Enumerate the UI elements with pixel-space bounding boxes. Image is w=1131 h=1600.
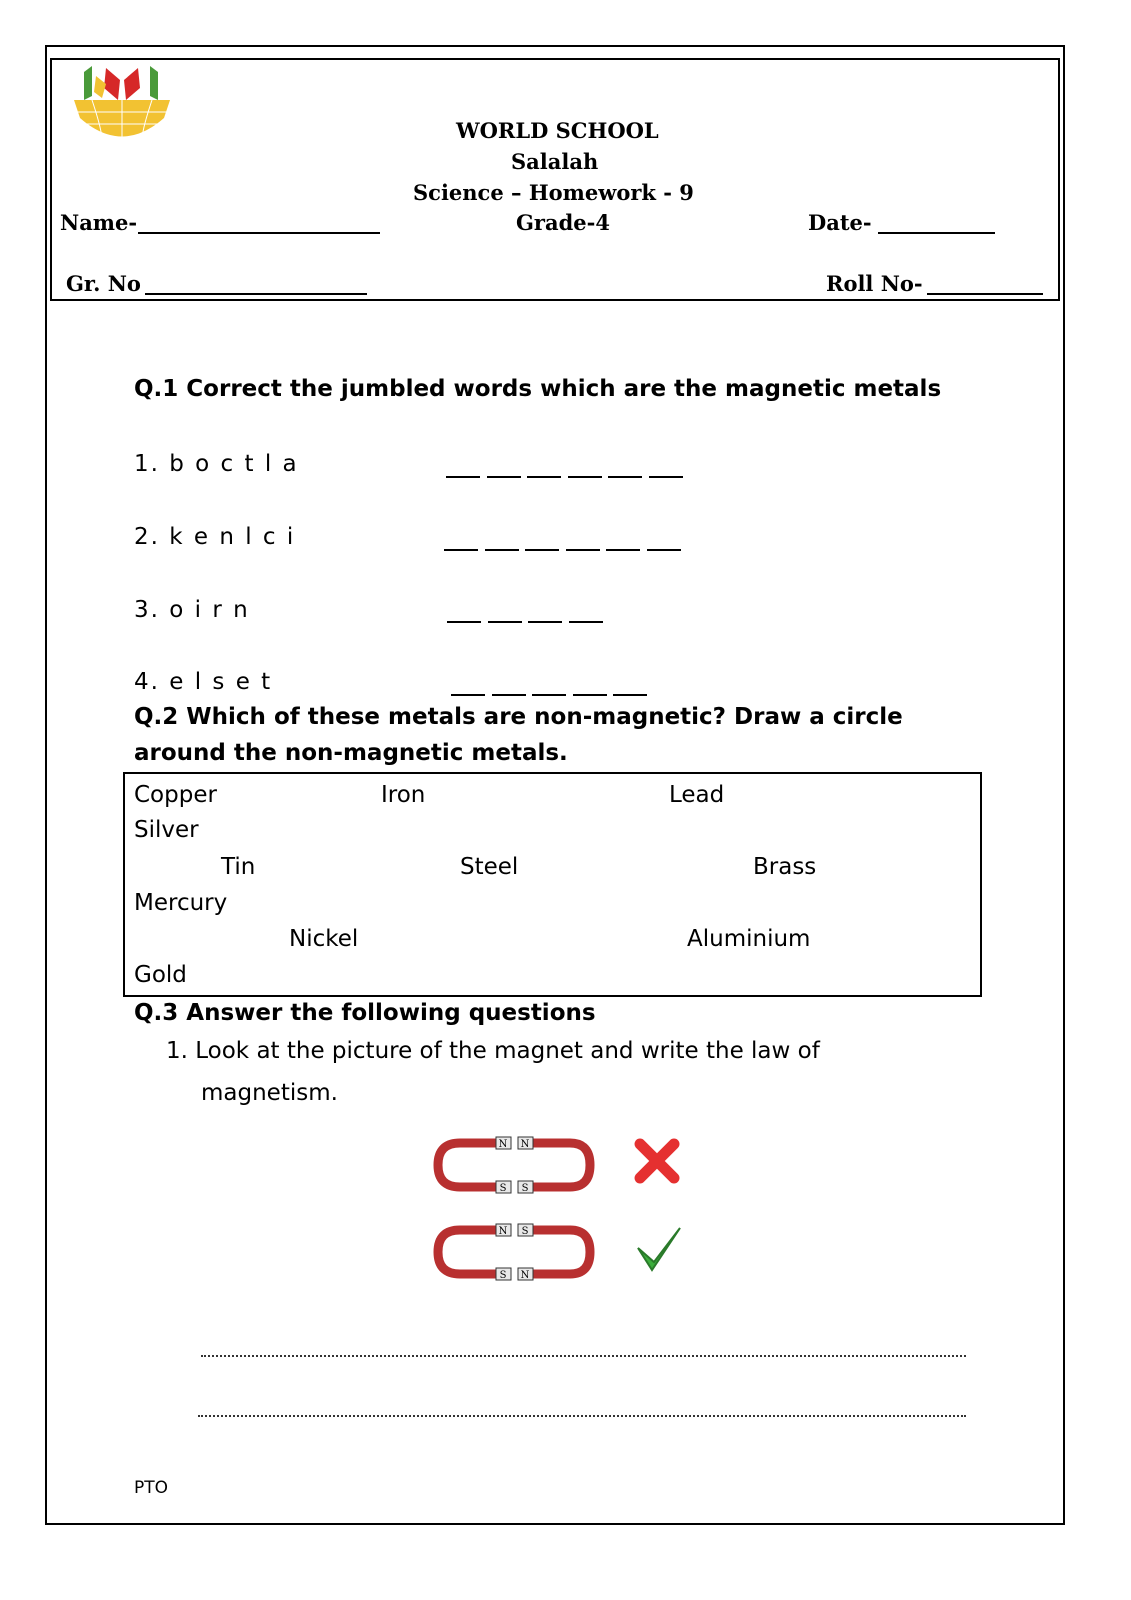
pole-label: S [499, 1270, 507, 1281]
pole-label: N [498, 1226, 508, 1237]
answer-letter-blank[interactable] [444, 549, 478, 551]
answer-letter-blank[interactable] [451, 694, 485, 696]
metal-gold[interactable]: Gold [134, 962, 187, 988]
q2-title-line1: Q.2 Which of these metals are non-magnetic? Draw a circle [134, 704, 903, 730]
pole-label: S [499, 1183, 507, 1194]
pole-label: S [521, 1226, 529, 1237]
answer-letter-blank[interactable] [608, 476, 642, 478]
answer-letter-blank[interactable] [447, 621, 481, 623]
metal-iron[interactable]: Iron [381, 782, 426, 808]
roll-label: Roll No- [826, 271, 923, 296]
answer-letter-blank[interactable] [487, 476, 521, 478]
date-label: Date- [808, 210, 872, 235]
answer-line-1[interactable] [201, 1355, 966, 1357]
pole-label: N [498, 1139, 508, 1150]
name-field[interactable] [138, 232, 380, 234]
pole-label: S [521, 1183, 529, 1194]
answer-letter-blank[interactable] [568, 476, 602, 478]
magnet-2-left [438, 1230, 498, 1274]
answer-letter-blank[interactable] [569, 621, 603, 623]
answer-letter-blank[interactable] [649, 476, 683, 478]
metal-mercury[interactable]: Mercury [134, 890, 228, 916]
answer-letter-blank[interactable] [485, 549, 519, 551]
metal-tin[interactable]: Tin [221, 854, 256, 880]
answer-letter-blank[interactable] [525, 549, 559, 551]
grno-field[interactable] [145, 293, 367, 295]
q1-item-2: 2. k e n l c i [134, 524, 296, 550]
q1-title: Q.1 Correct the jumbled words which are the magnetic metals [134, 376, 942, 402]
pole-label: N [520, 1139, 530, 1150]
metal-brass[interactable]: Brass [753, 854, 817, 880]
q3-question-line2: magnetism. [201, 1080, 338, 1106]
answer-letter-blank[interactable] [446, 476, 480, 478]
date-field[interactable] [878, 232, 995, 234]
school-city: Salalah [511, 149, 599, 174]
answer-letter-blank[interactable] [647, 549, 681, 551]
grno-label: Gr. No [66, 271, 141, 296]
magnet-1-right [522, 1143, 590, 1187]
answer-line-2[interactable] [198, 1415, 966, 1417]
check-icon [638, 1228, 680, 1270]
q1-item-4: 4. e l s e t [134, 669, 273, 695]
magnet-1-left [438, 1143, 498, 1187]
grade-label: Grade-4 [516, 210, 610, 235]
cross-icon [640, 1144, 674, 1178]
roll-field[interactable] [927, 293, 1043, 295]
worksheet-title: Science – Homework - 9 [413, 180, 694, 205]
school-logo [62, 60, 182, 145]
magnets-diagram [430, 1130, 690, 1290]
pto-label: PTO [134, 1478, 169, 1498]
metal-steel[interactable]: Steel [460, 854, 519, 880]
q1-item-3: 3. o i r n [134, 597, 250, 623]
answer-letter-blank[interactable] [532, 694, 566, 696]
answer-letter-blank[interactable] [613, 694, 647, 696]
metal-silver[interactable]: Silver [134, 817, 199, 843]
answer-letter-blank[interactable] [566, 549, 600, 551]
pole-label: N [520, 1270, 530, 1281]
q2-title-line2: around the non-magnetic metals. [134, 740, 568, 766]
school-name: WORLD SCHOOL [456, 118, 659, 143]
q1-item-1: 1. b o c t l a [134, 451, 299, 477]
metal-aluminium[interactable]: Aluminium [687, 926, 811, 952]
answer-letter-blank[interactable] [573, 694, 607, 696]
metal-nickel[interactable]: Nickel [289, 926, 359, 952]
answer-letter-blank[interactable] [606, 549, 640, 551]
metals-box [123, 772, 982, 997]
q3-title: Q.3 Answer the following questions [134, 1000, 596, 1026]
answer-letter-blank[interactable] [488, 621, 522, 623]
answer-letter-blank[interactable] [528, 621, 562, 623]
name-label: Name- [60, 210, 138, 235]
answer-letter-blank[interactable] [492, 694, 526, 696]
metal-lead[interactable]: Lead [669, 782, 725, 808]
q3-question-line1: 1. Look at the picture of the magnet and write the law of [166, 1038, 820, 1064]
metal-copper[interactable]: Copper [134, 782, 217, 808]
magnet-2-right [522, 1230, 590, 1274]
answer-letter-blank[interactable] [527, 476, 561, 478]
